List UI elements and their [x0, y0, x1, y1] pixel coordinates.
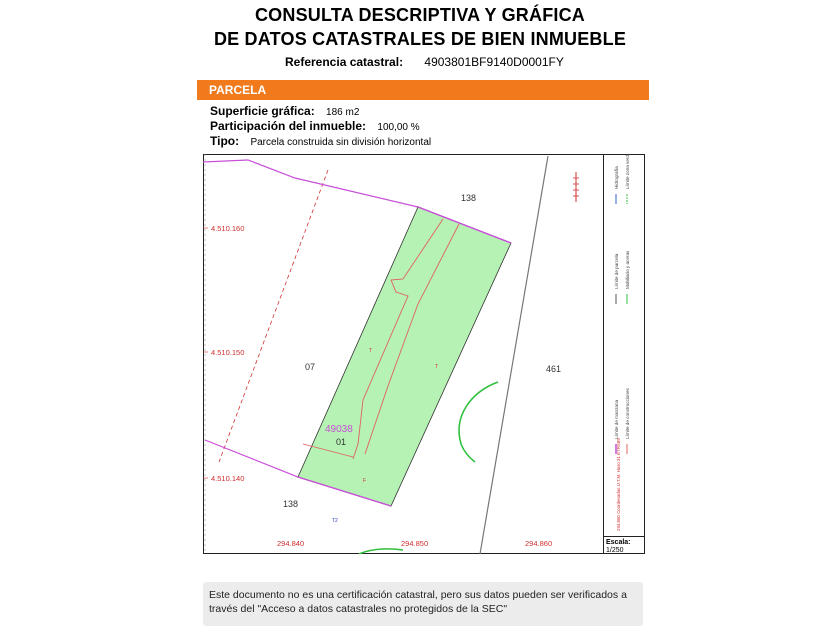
coord-x-1: 294.840 — [277, 539, 305, 548]
label-parcel-138-top: 138 — [461, 193, 477, 203]
map-svg — [203, 154, 645, 554]
legend-hidrografia: Hidrografía — [614, 166, 619, 189]
reference-value: 4903801BF9140D0001FY — [424, 55, 564, 69]
tipo-label: Tipo: — [210, 134, 240, 148]
disclaimer-line2: través del "Acceso a datos catastrales no protegidos de la SEC" — [209, 603, 508, 615]
legend-frame — [604, 155, 645, 537]
legend-construcciones: Límite de construcciones — [625, 388, 630, 439]
mark-t-2: T — [435, 364, 439, 370]
coord-x-3: 294.860 — [525, 539, 553, 548]
disclaimer-note — [203, 582, 643, 626]
tipo-row — [210, 134, 431, 148]
tipo-value: Parcela construida sin división horizontal — [250, 137, 432, 148]
legend-parcela: Límite de parcela — [614, 253, 619, 289]
superficie-value: 186 m2 — [326, 107, 360, 118]
document-title-line1: CONSULTA DESCRIPTIVA Y GRÁFICA — [254, 5, 586, 25]
legend-manzana: Límite de manzana — [614, 399, 619, 439]
reference-label: Referencia catastral: — [285, 55, 404, 69]
scale-value: 1/250 — [606, 547, 624, 554]
participacion-label: Participación del inmueble: — [210, 119, 367, 133]
legend-mobiliario: Mobiliario y aceras — [625, 250, 630, 289]
label-parcel-461: 461 — [546, 364, 562, 374]
mark-t-1: T — [369, 348, 373, 354]
document-title-line2: DE DATOS CATASTRALES DE BIEN INMUEBLE — [213, 29, 627, 49]
participacion-row — [210, 119, 420, 133]
coord-y-1: 4.510.160 — [211, 224, 245, 233]
superficie-row — [210, 104, 359, 118]
participacion-value: 100,00 % — [377, 122, 420, 133]
label-block-49038: 49038 — [325, 424, 353, 435]
cadastral-reference — [285, 55, 564, 69]
section-header-parcela: PARCELA — [197, 80, 649, 100]
mark-f: F — [363, 478, 367, 484]
superficie-label: Superficie gráfica: — [210, 104, 315, 118]
coord-y-2: 4.510.150 — [211, 348, 245, 357]
coord-x-2: 294.850 — [401, 539, 429, 548]
label-parcel-07: 07 — [305, 362, 316, 372]
legend-zona-verde: Límite zona verde — [625, 154, 630, 189]
cadastral-map — [203, 154, 645, 554]
label-parcel-01: 01 — [336, 437, 347, 447]
scale-label: Escala: — [606, 539, 631, 546]
disclaimer-line1: Este documento no es una certificación catastral, pero sus datos pueden ser verificados a — [209, 589, 627, 601]
coord-y-3: 4.510.140 — [211, 474, 245, 483]
mark-t2: T2 — [332, 518, 338, 524]
crs-note: 294.860 Coordenadas U.T.M. Huso 31 ETRS89 — [616, 438, 621, 531]
label-parcel-138-bottom: 138 — [283, 499, 299, 509]
